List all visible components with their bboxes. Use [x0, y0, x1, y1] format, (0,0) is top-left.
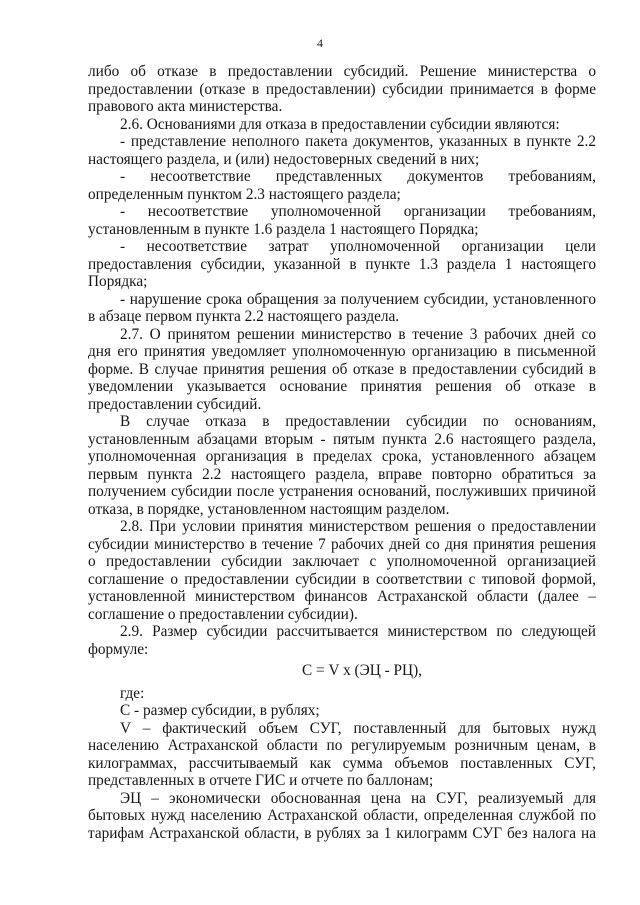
list-item-organization-mismatch: [88, 203, 596, 238]
text-line: тарифам Астраханской области, в рублях за 1 килограмм СУГ без налога на: [88, 824, 596, 842]
text-line: определенным пунктом 2.3 настоящего раздела;: [88, 185, 401, 203]
list-item-deadline-violation: [88, 291, 596, 326]
text-line: настоящего раздела, и (или) недостоверных сведений в них;: [88, 150, 480, 168]
list-item-documents-mismatch: [88, 168, 596, 203]
paragraph-2-6: [88, 116, 596, 134]
text-line: получением субсидии после устранения оснований, послуживших причиной: [88, 483, 596, 500]
text-line: - несоответствие представленных документов требованиям,: [120, 168, 596, 185]
text-line: Порядка;: [88, 273, 148, 290]
paragraph-2-9: [88, 623, 596, 658]
text-line: соглашение о предоставлении субсидии).: [88, 605, 358, 623]
text-line: В случае отказа в предоставлении субсидии по основаниям,: [120, 413, 596, 430]
text-line: либо об отказе в предоставлении субсидий. Решение министерства о: [88, 63, 596, 80]
text-line: уполномоченная организация в пределах срока, установленного абзацем: [88, 448, 596, 465]
definition-ec: [88, 790, 596, 843]
text-line: правового акта министерства.: [88, 98, 283, 115]
text-line: первым пункта 2.2 настоящего раздела, вправе повторно обратиться за: [88, 465, 596, 483]
list-item-incomplete-documents: [88, 133, 596, 168]
definition-c: [88, 702, 596, 720]
text-line: представленных в отчете ГИС и отчете по баллонам;: [88, 772, 434, 789]
text-line: форме. В случае принятия решения об отказе в предоставлении субсидий в: [88, 360, 596, 378]
text-line: - нарушение срока обращения за получением субсидии, установленного: [120, 290, 596, 308]
text-line: 2.9. Размер субсидии рассчитывается министерством по следующей: [120, 623, 596, 640]
formula-where: [88, 685, 596, 703]
text-line: соглашение о предоставлении субсидии в соответствии с типовой формой,: [88, 570, 596, 588]
text-line: населению Астраханской области по регулируемым розничным ценам, в: [88, 737, 596, 754]
subsidy-formula: С = V х (ЭЦ - РЦ),: [302, 662, 422, 679]
text-line: бытовых нужд населению Астраханской области, определенная службой по: [88, 807, 596, 824]
paragraph-decision-form: [88, 63, 596, 116]
list-item-costs-mismatch: [88, 238, 596, 291]
text-line: 2.7. О принятом решении министерство в течение 3 рабочих дней со: [120, 325, 596, 343]
text-line: субсидии министерство в течение 7 рабочих дней со дня принятия решения: [88, 535, 596, 553]
text-line: - представление неполного пакета документов, указанных в пункте 2.2: [120, 133, 596, 150]
text-line: установленным в пункте 1.6 раздела 1 настоящего Порядка;: [88, 220, 479, 238]
text-line: отказа, в порядке, установленном настоящим разделом.: [88, 500, 450, 518]
text-line: предоставления субсидии, указанной в пункте 1.3 раздела 1 настоящего: [88, 255, 596, 273]
text-line: С - размер субсидии, в рублях;: [120, 702, 320, 719]
text-line: 2.8. При условии принятия министерством решения о предоставлении: [120, 518, 596, 535]
paragraph-2-7: [88, 326, 596, 414]
text-line: в абзаце первом пункта 2.2 настоящего раздела.: [88, 308, 400, 325]
text-line: о предоставлении субсидии заключает с уполномоченной организацией: [88, 553, 596, 570]
paragraph-refusal-resubmission: [88, 413, 596, 518]
text-line: установленным абзацами вторым - пятым пункта 2.6 настоящего раздела,: [88, 430, 596, 448]
paragraph-2-8: [88, 518, 596, 623]
definition-v: [88, 720, 596, 790]
text-line: где:: [120, 684, 145, 702]
text-line: V – фактический объем СУГ, поставленный для бытовых нужд: [120, 719, 596, 737]
text-line: килограммах, рассчитываемый как сумма объемов поставленных СУГ,: [88, 754, 596, 772]
text-line: предоставлении (отказе в предоставлении) субсидии принимается в форме: [88, 80, 596, 98]
text-line: - несоответствие уполномоченной организации требованиям,: [120, 203, 596, 220]
text-line: предоставлении субсидий.: [88, 395, 262, 413]
text-line: дня его принятия уведомляет уполномоченную организацию в письменной: [88, 343, 596, 360]
text-line: установленной министерством финансов Астраханской области (далее –: [88, 588, 596, 605]
document-body: [88, 63, 596, 842]
text-line: формуле:: [88, 640, 149, 658]
page-number: 4: [317, 36, 323, 50]
text-line: ЭЦ – экономически обоснованная цена на СУГ, реализуемый для: [120, 789, 596, 807]
text-line: 2.6. Основаниями для отказа в предоставлении субсидии являются:: [120, 115, 560, 133]
text-line: уведомлении указывается основание принятия решения об отказе в: [88, 378, 596, 395]
text-line: - несоответствие затрат уполномоченной организации цели: [120, 238, 596, 255]
